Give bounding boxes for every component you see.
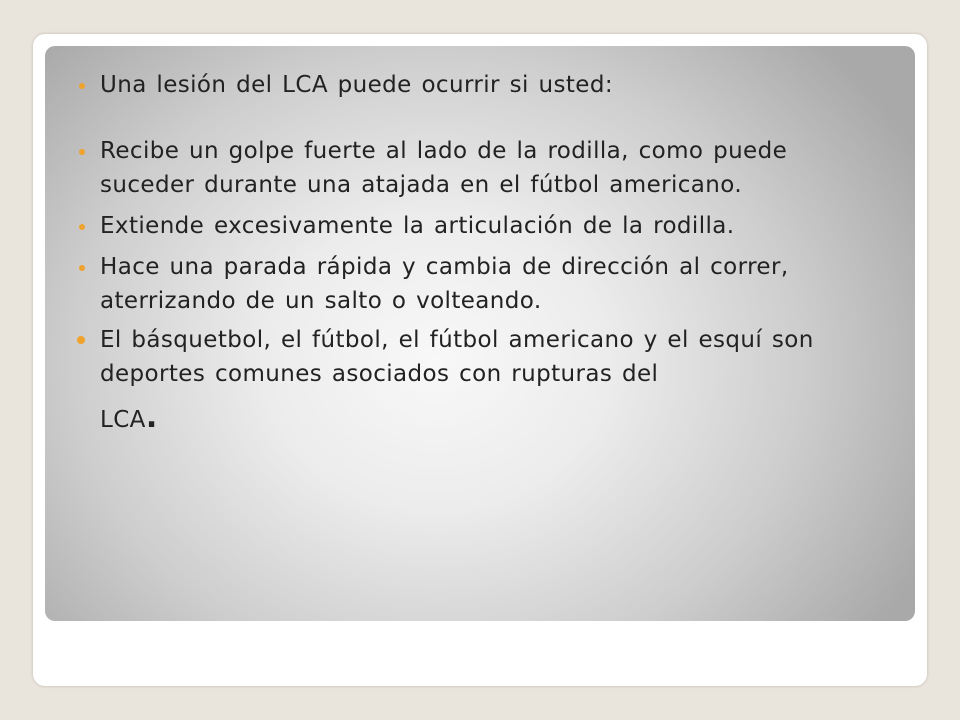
bullet-dot-icon — [79, 224, 85, 230]
bullet-text: Una lesión del LCA puede ocurrir si usted: — [100, 72, 613, 98]
bullet-item — [100, 209, 890, 243]
bullet-dot-icon — [79, 83, 85, 89]
bullet-item — [100, 68, 890, 102]
bullet-dot-icon — [79, 149, 85, 155]
bullet-item — [100, 323, 890, 437]
bullet-text: Hace una parada rápida y cambia de dirección al correr, aterrizando de un salto o volteando. — [100, 254, 789, 314]
bullet-text-tail — [100, 401, 890, 437]
bullet-tail-word: LCA — [100, 407, 146, 433]
bullet-text: Extiende excesivamente la articulación de la rodilla. — [100, 213, 735, 239]
bullet-tail-period: . — [145, 400, 158, 435]
bullet-dot-icon — [79, 265, 85, 271]
content-panel — [45, 46, 915, 621]
bullet-item — [100, 250, 890, 318]
bullet-list — [100, 68, 890, 437]
bullet-text: Recibe un golpe fuerte al lado de la rodilla, como puede suceder durante una atajada en el fútbol americano. — [100, 138, 788, 198]
bullet-dot-icon — [77, 336, 85, 344]
bullet-text: El básquetbol, el fútbol, el fútbol americano y el esquí son deportes comunes asociados con rupturas del — [100, 327, 814, 387]
bullet-item — [100, 134, 890, 202]
